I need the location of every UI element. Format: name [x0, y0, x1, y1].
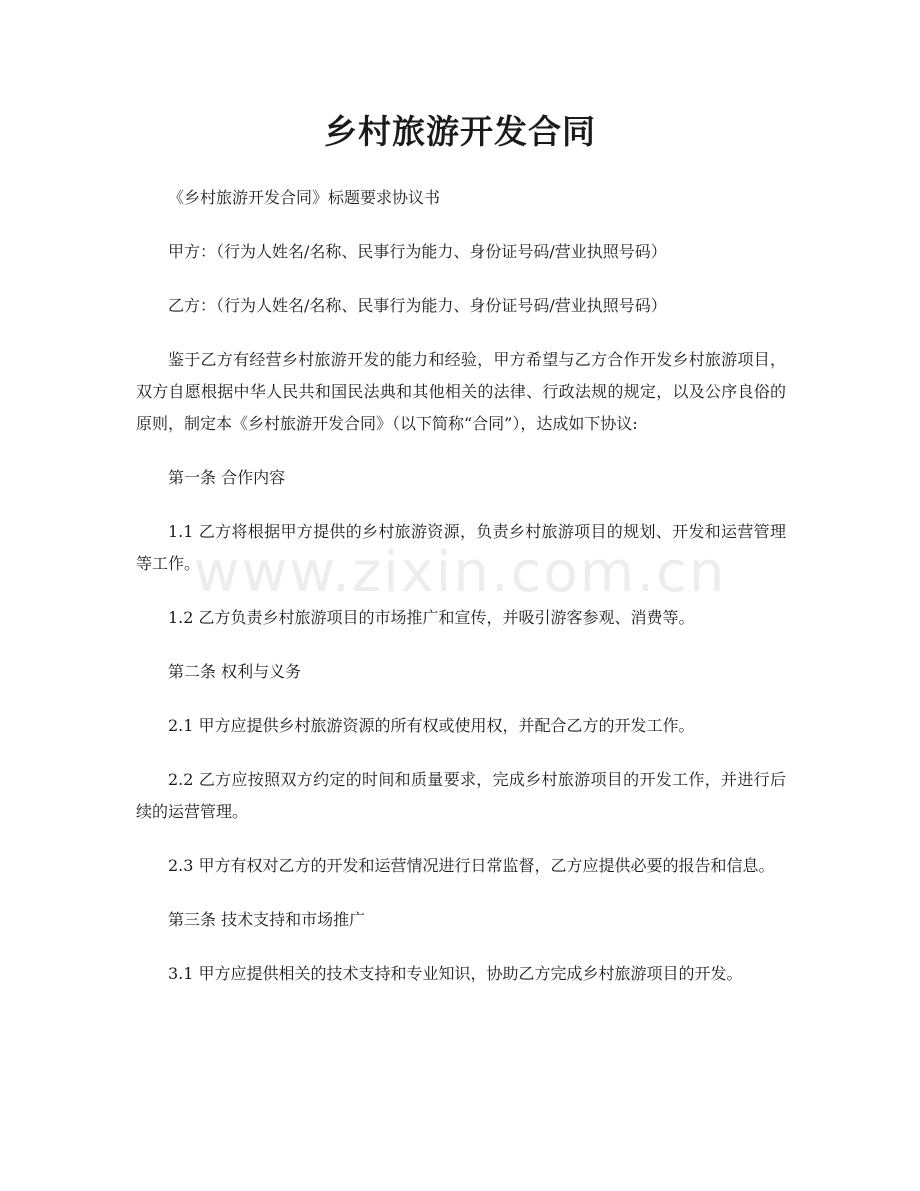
- document-title: 乡村旅游开发合同: [324, 112, 596, 151]
- watermark: www.zixin.com.cn: [193, 540, 727, 605]
- article-1-heading: 第一条 合作内容: [168, 468, 286, 487]
- clause-1-2: 1.2 乙方负责乡村旅游项目的市场推广和宣传，并吸引游客参观、消费等。: [168, 608, 695, 627]
- party-a-paragraph: 甲方：（行为人姓名/名称、民事行为能力、身份证号码/营业执照号码）: [168, 242, 667, 261]
- clause-2-2: 2.2 乙方应按照双方约定的时间和质量要求，完成乡村旅游项目的开发工作，并进行后续的运营管理。: [136, 770, 786, 821]
- document-body: [136, 182, 786, 1012]
- clause-2-1: 2.1 甲方应提供乡村旅游资源的所有权或使用权，并配合乙方的开发工作。: [168, 716, 695, 735]
- party-b-paragraph: 乙方：（行为人姓名/名称、民事行为能力、身份证号码/营业执照号码）: [168, 296, 667, 315]
- article-3-heading: 第三条 技术支持和市场推广: [168, 910, 366, 929]
- clause-2-3: 2.3 甲方有权对乙方的开发和运营情况进行日常监督，乙方应提供必要的报告和信息。: [168, 856, 775, 875]
- clause-1-1: 1.1 乙方将根据甲方提供的乡村旅游资源，负责乡村旅游项目的规划、开发和运营管理等工作。: [136, 522, 786, 573]
- clause-3-1: 3.1 甲方应提供相关的技术支持和专业知识，协助乙方完成乡村旅游项目的开发。: [168, 964, 743, 983]
- subtitle-paragraph: 《乡村旅游开发合同》标题要求协议书: [168, 188, 441, 207]
- preamble-paragraph: 鉴于乙方有经营乡村旅游开发的能力和经验，甲方希望与乙方合作开发乡村旅游项目，双方自愿根据中华人民共和国民法典和其他相关的法律、行政法规的规定，以及公序良俗的原则，制定本《乡村旅游开发合同》（以下简称“合同”），达成如下协议:: [136, 350, 786, 433]
- article-2-heading: 第二条 权利与义务: [168, 662, 302, 681]
